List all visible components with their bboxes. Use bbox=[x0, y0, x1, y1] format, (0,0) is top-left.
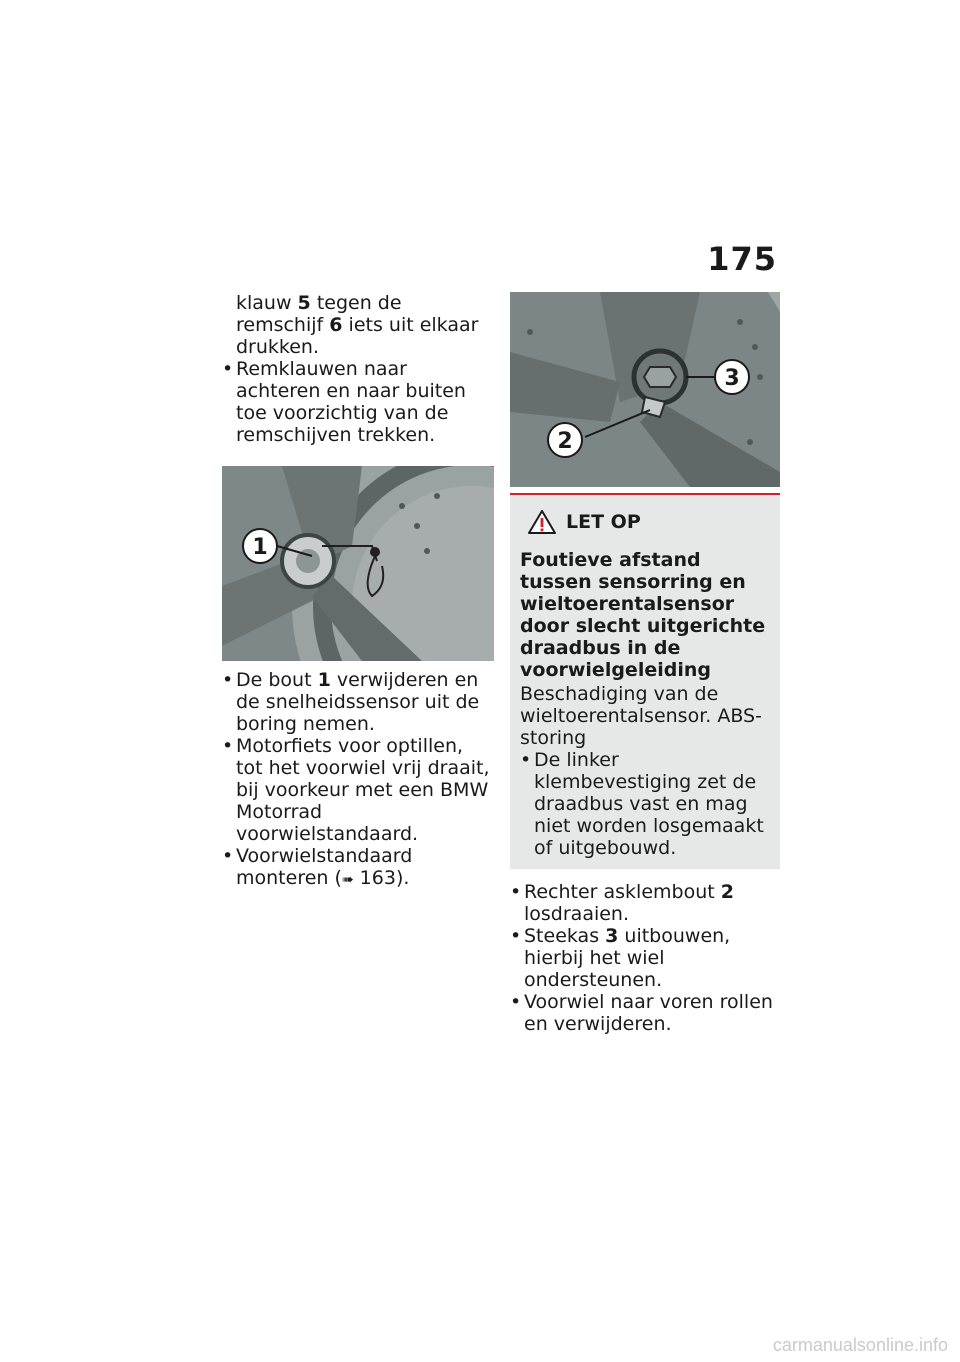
callout-heading: Foutieve afstand tussen sensorring en wieltoerentalsensor door slecht uitgerichte draadbus in de voorwielgeleiding bbox=[520, 549, 766, 681]
list-item: • De bout 1 verwijderen en de snelheidssensor uit de boring nemen. bbox=[222, 669, 494, 735]
intro-paragraph: klauw 5 tegen de remschijf 6 iets uit elkaar drukken. bbox=[236, 292, 479, 358]
list-item: • De linker klembevestiging zet de draadbus vast en mag niet worden losgemaakt of uitgebouwd. bbox=[520, 749, 770, 859]
list-item: • Remklauwen naar achteren en naar buiten toe voorzichtig van de remschijven trekken. bbox=[222, 358, 494, 446]
page-reference[interactable]: 163). bbox=[353, 867, 410, 889]
callout-label-2: 2 bbox=[557, 429, 573, 454]
callout-label-1: 1 bbox=[252, 535, 268, 560]
callout-title: LET OP bbox=[566, 511, 641, 533]
list-item: • Voorwiel naar voren rollen en verwijderen. bbox=[510, 991, 780, 1035]
left-column bbox=[222, 292, 494, 891]
page-number: 175 bbox=[707, 240, 777, 278]
wheel-photo-axle bbox=[510, 292, 780, 487]
warning-callout bbox=[510, 493, 780, 869]
callout-header bbox=[520, 509, 770, 535]
list-item: • Motorfiets voor optillen, tot het voorwiel vrij draait, bij voorkeur met een BMW Motorrad voorwielstandaard. bbox=[222, 735, 494, 845]
right-column bbox=[510, 292, 780, 1035]
callout-label-3: 3 bbox=[724, 366, 740, 391]
page-ref-arrow-icon: ➠ bbox=[341, 872, 354, 888]
watermark: carmanualsonline.info bbox=[772, 1335, 948, 1355]
list-item: • Steekas 3 uitbouwen, hierbij het wiel ondersteunen. bbox=[510, 925, 780, 991]
callout-text: Beschadiging van de wieltoerentalsensor. ABS-storing bbox=[520, 683, 762, 749]
warning-triangle-icon bbox=[528, 509, 556, 535]
list-item: • Voorwielstandaard monteren (➠ 163). bbox=[222, 845, 494, 891]
wheel-photo-bolt bbox=[222, 466, 494, 661]
list-item: • Rechter asklembout 2 losdraaien. bbox=[510, 881, 780, 925]
